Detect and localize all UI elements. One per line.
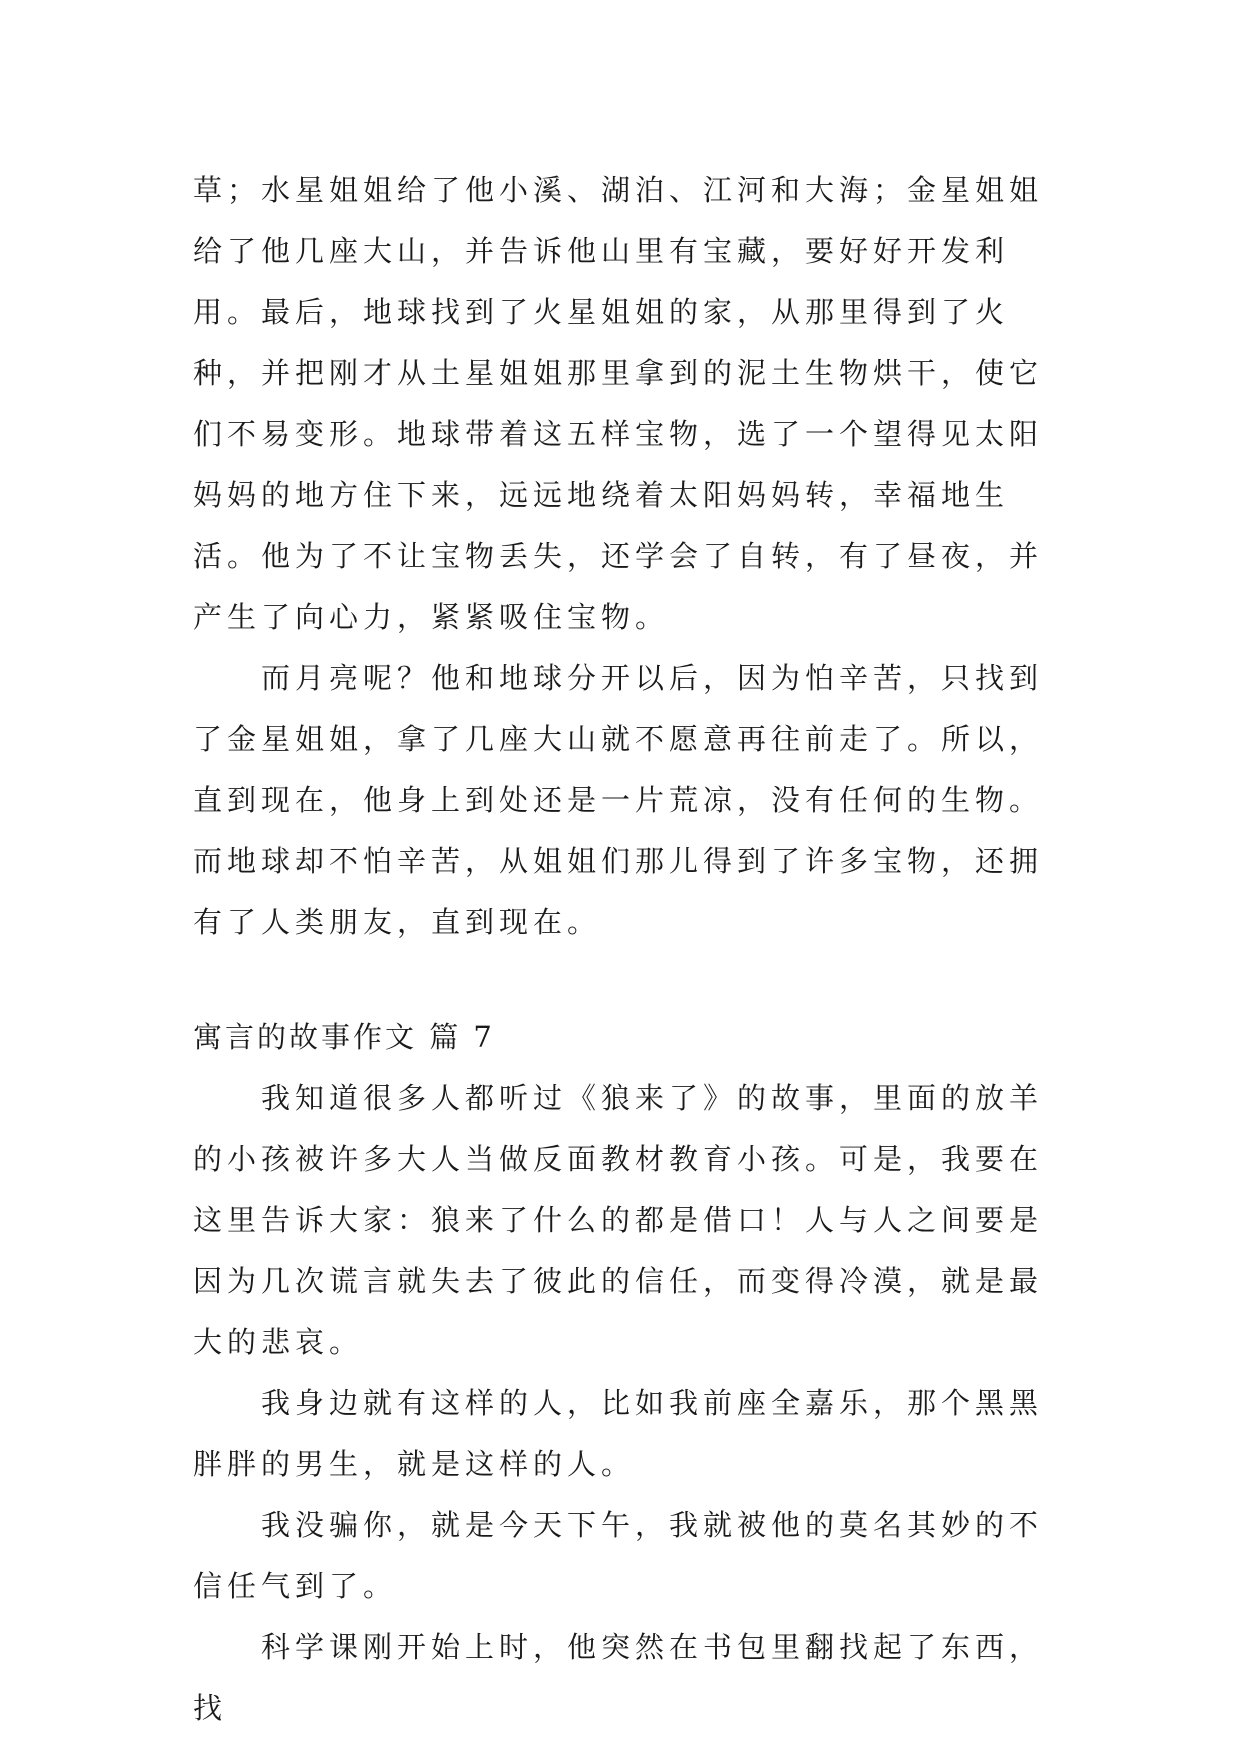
paragraph-afternoon: 我没骗你，就是今天下午，我就被他的莫名其妙的不信任气到了。 — [193, 1508, 1044, 1603]
paragraph-science-class: 科学课刚开始上时，他突然在书包里翻找起了东西，找 — [193, 1630, 1044, 1725]
paragraph-moon: 而月亮呢？他和地球分开以后，因为怕辛苦，只找到了金星姐姐，拿了几座大山就不愿意再往前走了。所以，直到现在，他身上到处还是一片荒凉，没有任何的生物。而地球却不怕辛苦，从姐姐们那儿得到了许多宝物，还拥有了人类朋友，直到现在。 — [193, 661, 1044, 939]
section-heading: 寓言的故事作文 篇 7 — [193, 1020, 495, 1054]
document-body — [193, 160, 1055, 1739]
paragraph-classmate: 我身边就有这样的人，比如我前座全嘉乐，那个黑黑胖胖的男生，就是这样的人。 — [193, 1386, 1044, 1481]
paragraph-continuation: 草；水星姐姐给了他小溪、湖泊、江河和大海；金星姐姐给了他几座大山，并告诉他山里有宝藏，要好好开发利用。最后，地球找到了火星姐姐的家，从那里得到了火种，并把刚才从土星姐姐那里拿到的泥土生物烘干，使它们不易变形。地球带着这五样宝物，选了一个望得见太阳妈妈的地方住下来，远远地绕着太阳妈妈转，幸福地生活。他为了不让宝物丢失，还学会了自转，有了昼夜，并产生了向心力，紧紧吸住宝物。 — [193, 173, 1044, 634]
paragraph-wolf-story: 我知道很多人都听过《狼来了》的故事，里面的放羊的小孩被许多大人当做反面教材教育小孩。可是，我要在这里告诉大家：狼来了什么的都是借口！人与人之间要是因为几次谎言就失去了彼此的信任，而变得冷漠，就是最大的悲哀。 — [193, 1081, 1044, 1359]
